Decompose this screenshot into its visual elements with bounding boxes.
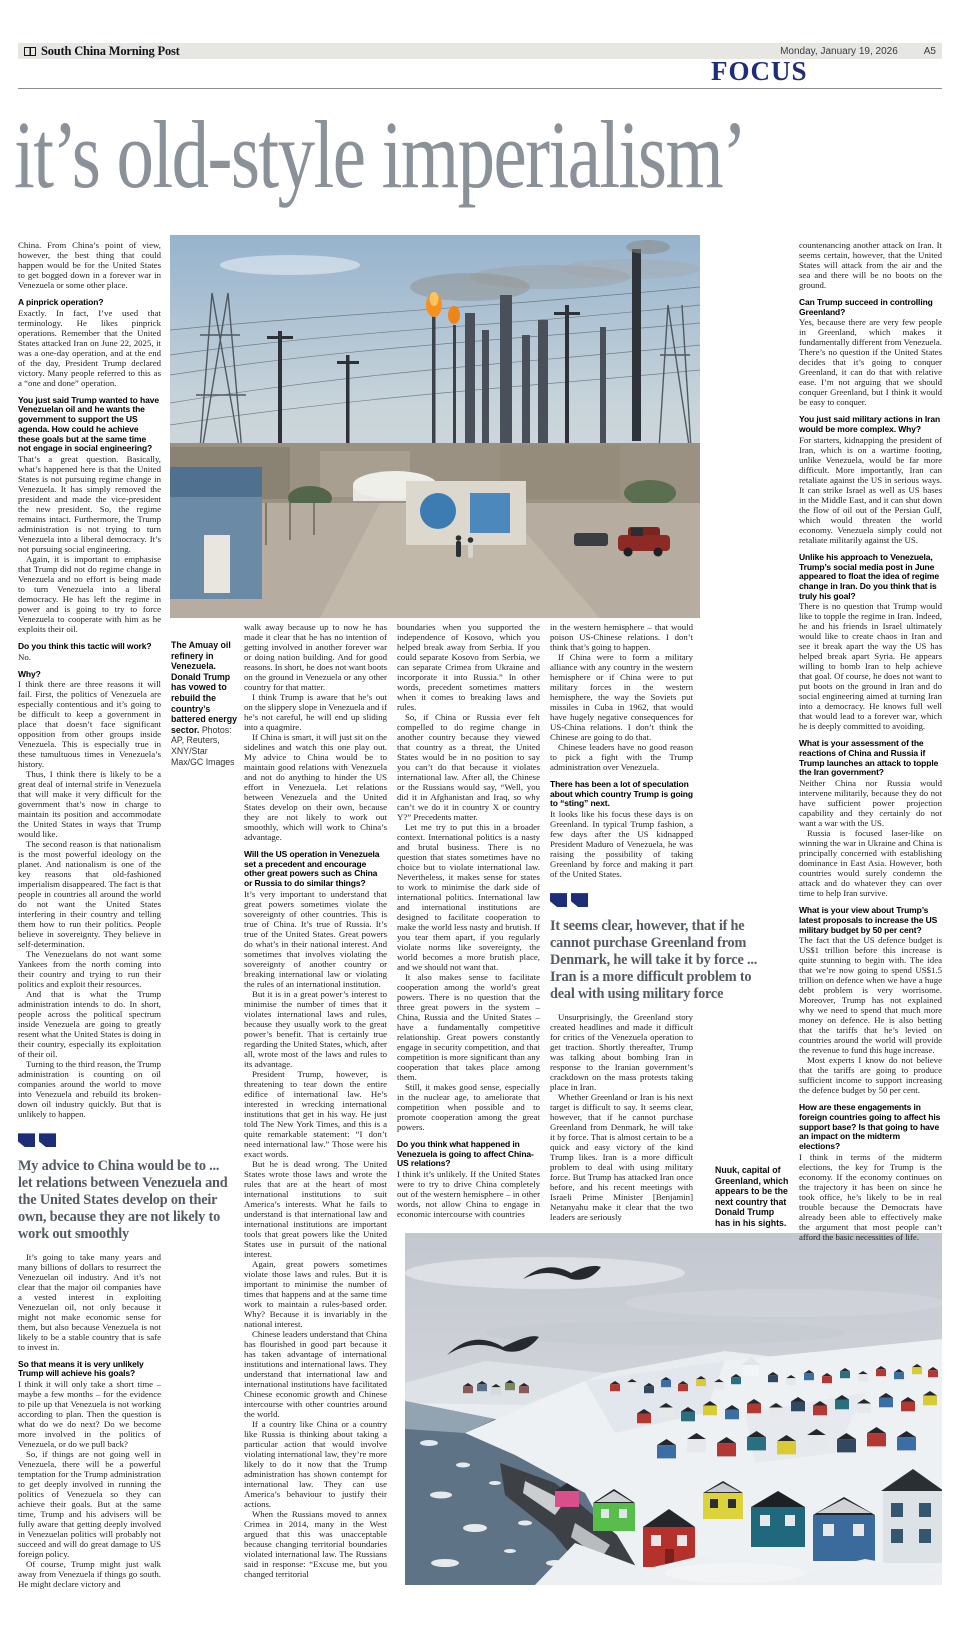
question-heading: Do you think this tactic will work? [18, 640, 152, 651]
paragraph: For starters, kidnapping the president of Iran, which is on a wartime footing, unlike Venezuela, would be far more difficult. More importantly, Iran can retaliate against the US in serious ways. It can strike Israel as well as US bases in the Middle East, and it can shut down the flow of oil out of the Persian Gulf, which would threaten the world economy. Venezuela simply could not retaliate militarily against the US. [799, 434, 942, 545]
pull-quote [18, 1133, 234, 1242]
pull-quote-text: It seems clear, however, that if he cannot purchase Greenland from Denmark, he will take it by force ... Iran is a more difficult problem to deal with using military force [550, 918, 758, 1002]
paragraph: But it is in a great power’s interest to minimise the number of times that it violates international laws and rules, because they usually work to the great power’s benefit. That is certainly true regarding the United States, which, after all, wrote most of the laws and rules to its advantage. [244, 988, 387, 1069]
paragraph: But he is dead wrong. The United States wrote those laws and wrote the rules that are at the heart of most international institutions to suit America’s interests. What he fails to understand is that international law and international institutions are important tools that great powers like the United States use in pursuit of the national interest. [244, 1158, 387, 1259]
paragraph: It’s going to take many years and many billions of dollars to resurrect the Venezuelan oil industry. And it’s not clear that the major oil companies have a vested interest in exploiting Venezuelan oil, not only because it might not make economic sense for them, but also because Venezuela is not likely to be a stable country that is safe to invest in. [18, 1251, 161, 1352]
paragraph: Chinese leaders understand that China has flourished in good part because it has taken advantage of international institutions and international laws. They understand that international law and international institutions have facilitated Chinese economic growth and Chinese intercourse with other countries around the world. [244, 1328, 387, 1419]
question-heading: What is your view about Trump’s latest proposals to increase the US military budget by 50 per cent? [799, 905, 938, 935]
pull-quote [550, 893, 778, 1002]
paper-name: South China Morning Post [41, 43, 180, 58]
paragraph: Chinese leaders have no good reason to pick a fight with the Trump administration over Venezuela. [550, 742, 693, 772]
quote-icon [18, 1133, 234, 1152]
question-heading: You just said military actions in Iran would be more complex. Why? [799, 414, 941, 435]
paragraph: There is no question that Trump would like to topple the regime in Iran. Indeed, he and his friends in Israel ultimately would like to create chaos in Iran and see it break apart the way the US has helped break apart Syria. He appears willing to bomb Iran to help achieve that goal. Of course, he does not want to put boots on the ground in Iran and do social engineering aimed at turning Iran into a democracy. He knows full well that would lead to a forever war, which he is deeply committed to avoiding. [799, 601, 942, 732]
question-heading: How are these engagements in foreign countries going to affect his support base? Is that going to have an impact on the midterm elections? [799, 1102, 941, 1152]
paragraph: No. [18, 651, 31, 662]
paragraph: Russia is focused laser-like on winning the war in Ukraine and China is principally concerned with establishing dominance in East Asia. However, both countries would surely condemn the attack and do whatever they can over time to help Iran survive. [799, 828, 942, 899]
paragraph: I think there are three reasons it will fail. First, the politics of Venezuela are especially contentious and it’s going to be difficult to keep a government in place that doesn’t face significant opposition from other groups inside Venezuela. This is especially true in these tumultuous times in Venezuela’s history. [18, 679, 161, 770]
refinery-caption [171, 640, 242, 767]
question-heading: Do you think what happened in Venezuela is going to affect China-US relations? [397, 1139, 534, 1169]
paragraph: I think it’s unlikely. If the United States were to try to drive China completely out of the western hemisphere – in other words, not allow China to engage in economic intercourse with countries [397, 1169, 540, 1220]
paragraph: It’s very important to understand that great powers sometimes violate the sovereignty of other countries. This is true of China. It’s true of Russia. It’s true of the United States. Great powers do what’s in their national interest. And sometimes that involves violating the sovereignty of another country or breaking international law or violating the rules of an international institution. [244, 888, 387, 989]
paragraph: The Venezuelans do not want some Yankees from the north coming into their country and trying to run their politics and exploit their resources. [18, 949, 161, 990]
paragraph: Exactly. In fact, I’ve used that terminology. He likes pinprick operations. Remember that the United States attacked Iran on June 22, 2025, it was a one-day operation, and at the end of the day, President Trump declared victory. Many people referred to this as a “one and done” operation. [18, 307, 161, 388]
paragraph: walk away because up to now he has made it clear that he has no intention of getting involved in another forever war or doing nation building. And for good reasons. In short, he does not want boots on the ground in Venezuela or any other country for that matter. [244, 622, 387, 692]
masthead [24, 44, 180, 59]
paragraph: in the western hemisphere – that would poison US-Chinese relations. I don’t think that’s going to happen. [550, 622, 693, 652]
paragraph: Thus, I think there is likely to be a great deal of internal strife in Venezuela that will make it very difficult for the government that’s now in charge to maintain its position and accommodate the United States in ways that Trump would like. [18, 769, 161, 840]
paragraph: If China were to form a military alliance with any country in the western hemisphere or if China were to put military forces in the western hemisphere, the way the Soviets put missiles in Cuba in 1962, that would have hugely negative consequences for US-China relations. I don’t think the Chinese are going to do that. [550, 652, 693, 742]
paragraph: I think Trump is aware that he’s out on the slippery slope in Venezuela and if he’s not careful, he will end up sliding into a quagmire. [244, 692, 387, 732]
question-heading: There has been a lot of speculation about which country Trump is going to “sting” next. [550, 779, 693, 809]
article-column-5 [799, 240, 942, 1242]
paragraph: Whether Greenland or Iran is his next target is difficult to say. It seems clear, however, that if he cannot purchase Greenland from Denmark, he will take it by force. That is almost certain to be a quick and easy victory of the kind Trump likes. Iran is a more difficult problem to deal with using military force. But Trump has attacked Iran once before, and his recent meetings with Israeli Prime Minister [Benjamin] Netanyahu make it clear that the two leaders are seriously [550, 1091, 693, 1222]
nuuk-caption [715, 1165, 789, 1229]
issue-date: Monday, January 19, 2026 [780, 45, 898, 57]
question-heading: Unlike his approach to Venezuela, Trump’s social media post in June appeared to float the idea of regime change in Iran. Do you think that is truly his goal? [799, 551, 939, 601]
paragraph: It also makes sense to facilitate cooperation among the world’s great powers. There is no question that the three great powers in the system – China, Russia and the United States – have a fundamentally competitive relationship. Great powers constantly engage in security competition, and that competition is more significant than any cooperation that takes place among them. [397, 972, 540, 1082]
article-column-2 [244, 622, 387, 1579]
paragraph: Unsurprisingly, the Greenland story created headlines and made it difficult for critics of the Venezuela operation to get traction. Shortly thereafter, Trump was talking about bombing Iran in response to the Iranian government’s crackdown on the mass protests taking place in Iran. [550, 1011, 693, 1092]
nuuk-caption-text: Nuuk, capital of Greenland, which appears to be the next country that Donald Trump has in his sights. [715, 1165, 789, 1228]
question-heading: Why? [18, 668, 41, 679]
header-divider [18, 88, 942, 89]
paragraph: It looks like his focus these days is on Greenland. In typical Trump fashion, a few days after the US kidnapped President Maduro of Venezuela, he was raising the possibility of taking Greenland by force and making it part of the United States. [550, 809, 693, 880]
refinery-photo-illustration [170, 235, 700, 618]
paragraph: countenancing another attack on Iran. It seems certain, however, that the United States will attack from the air and the sea and there will be no boots on the ground. [799, 240, 942, 290]
paragraph: Yes, because there are very few people in Greenland, which makes it fundamentally different from Venezuela. There’s no question if the United States decides that it’s going to conquer Greenland, it can do that with relative ease. I’m not arguing that we should conquer Greenland, but I think it would be easy to conquer. [799, 317, 942, 408]
quote-icon [550, 893, 778, 912]
paragraph: That’s a great question. Basically, what’s happened here is that the United States is not pursuing regime change in Venezuela. It has simply removed the president and made the vice-president the new president. So, the regime remains intact. Furthermore, the Trump administration is not trying to turn Venezuela into a liberal democracy. It’s not pursuing social engineering. [18, 453, 161, 554]
paragraph: Again, great powers sometimes violate those laws and rules. But it is important to minimise the number of times that happens and at the same time work to maintain a rules-based order. Why? Because it is invariably in the national interest. [244, 1258, 387, 1329]
question-heading: Will the US operation in Venezuela set a precedent and encourage other great powers such as China or Russia to do similar things? [244, 849, 380, 889]
nuuk-photo [405, 1233, 942, 1585]
question-heading: You just said Trump wanted to have Venezuelan oil and he wants the government to support the US agenda. How could he achieve these goals but at the same time not engage in social engineering? [18, 394, 159, 454]
paragraph: I think it will only take a short time – maybe a few months – for the evidence to pile up that Venezuela is not working according to plan. Then the question is what do we do next? Do we become more involved in the politics of Venezuela, or do we pull back? [18, 1379, 161, 1450]
refinery-photo [170, 235, 700, 618]
article-column-3 [397, 622, 540, 1219]
paragraph: So, if China or Russia ever felt compelled to do regime change in another country because they viewed that country as a threat, the United States would be in no position to say you can’t do that because it violates international law. After all, the Chinese or the Russians would say, “Well, you did it in Afghanistan and Iraq, so why can’t we do it in country X or country Y?” Precedents matter. [397, 712, 540, 822]
paragraph: Turning to the third reason, the Trump administration is counting on oil companies around the world to move into Venezuela and rebuild its broken-down oil industry quickly. But that is unlikely to happen. [18, 1059, 161, 1120]
refinery-caption-text: The Amuay oil refinery in Venezuela. Donald Trump has vowed to rebuild the country’s battered energy sector. [171, 640, 237, 735]
paragraph: Still, it makes good sense, especially in the nuclear age, to ameliorate that competition when possible and to promote cooperation among the great powers. [397, 1082, 540, 1132]
paragraph: Of course, Trump might just walk away from Venezuela if things go south. He might declare victory and [18, 1559, 161, 1590]
question-heading: What is your assessment of the reactions of China and Russia if Trump launches an attack to topple the Iran government? [799, 738, 939, 778]
paragraph: China. From China’s point of view, however, the best thing that could happen would be for the United States to get bogged down in a forever war in Venezuela or some other place. [18, 240, 161, 290]
paragraph: I think in terms of the midterm elections, the key for Trump is the economy. If the economy continues on the trajectory it has been on since he took office, he’s likely to be in real trouble because the Democrats have already been able to effectively make the argument that most people can’t afford the basic necessities of life. [799, 1151, 942, 1242]
paragraph: boundaries when you supported the independence of Kosovo, which you helped break away from Serbia. If you could separate Kosovo from Serbia, we can separate Crimea from Ukraine and incorporate it into Russia.” In other words, precedent sometimes matters when it comes to breaking laws and rules. [397, 622, 540, 712]
headline: it’s old-style imperialism’ [14, 101, 746, 208]
paragraph: When the Russians moved to annex Crimea in 2014, many in the West argued that this was unacceptable because changing territorial boundaries violated international law. The Russians said in response: “Excuse me, but you changed territorial [244, 1508, 387, 1579]
dateline [780, 46, 936, 57]
paragraph: President Trump, however, is threatening to tear down the entire edifice of international law. He’s interested in wrecking international institutions that get in his way. He just told The New York Times, and this is a quite remarkable statement: “I don’t need international law.” Those were his exact words. [244, 1068, 387, 1159]
paragraph: If a country like China or a country like Russia is thinking about taking a particular action that would involve violating international law, they’re more likely to do it now that the Trump administration has shown contempt for international law. They can use America’s behaviour to justify their actions. [244, 1418, 387, 1509]
pull-quote-text: My advice to China would be to ... let relations between Venezuela and the United States develop on their own, because they are not likely to work out smoothly [18, 1158, 228, 1242]
paragraph: Again, it is important to emphasise that Trump did not do regime change in Venezuela and no effort is being made to turn Venezuela into a liberal democracy. He has left the regime in power and is going to try to force Venezuela to cooperate with him as he exploits their oil. [18, 553, 161, 634]
paragraph: The fact that the US defence budget is US$1 trillion before this increase is quite stunning to begin with. The idea that we’re now going to spend US$1.5 trillion on defence when we have a huge debt problem is very worrisome. Moreover, Trump has not explained why we need to spend that much more money on defence. He is also betting that the tariffs that he’s levied on countries around the world will provide the revenue to fund this huge increase. [799, 935, 942, 1056]
paragraph: Let me try to put this in a broader context. International politics is a nasty and brutal business. There is no question that states sometimes have no choice but to violate international law. Nevertheless, it makes sense for states to work to minimise the dark side of international politics. International law and international institutions are designed to facilitate cooperation to make the world less nasty and brutish. If you tear them apart, if you regularly violate norms like sovereignty, the world becomes a more brutish place, and we should not want that. [397, 822, 540, 972]
paragraph: If China is smart, it will just sit on the sidelines and watch this one play out. My advice to China would be to maintain good relations with Venezuela and not do anything to hinder the US effort in Venezuela. Let relations between Venezuela and the United States develop on their own, because they are not likely to work out smoothly, which will work to China’s advantage. [244, 732, 387, 842]
question-heading: A pinprick operation? [18, 297, 104, 307]
question-heading: So that means it is very unlikely Trump will achieve his goals? [18, 1358, 144, 1379]
section-label: FOCUS [711, 56, 808, 86]
nuuk-photo-illustration [405, 1233, 942, 1585]
paragraph: Neither China nor Russia would intervene militarily, because they do not have sufficient power projection capability and they certainly do not want a war with the US. [799, 778, 942, 829]
newspaper-icon [24, 47, 36, 56]
paragraph: The second reason is that nationalism is the most powerful ideology on the planet. And nationalism is one of the key reasons that old-fashioned imperialism disappeared. The fact is that people in countries all around the world do not want the United States interfering in their country and telling them how to run their politics. People believe in sovereignty. They believe in self-determination. [18, 839, 161, 950]
paragraph: Most experts I know do not believe that the tariffs are going to produce sufficient income to support increasing the defence budget by 50 per cent. [799, 1055, 942, 1096]
question-heading: Can Trump succeed in controlling Greenland? [799, 297, 933, 317]
paragraph: And that is what the Trump administration intends to do. In short, people across the political spectrum inside Venezuela are going to greatly resent what the United States is doing in their country, especially its exploitation of their oil. [18, 989, 161, 1060]
page-number: A5 [923, 45, 936, 57]
refinery-caption-credit: Photos: AP, Reuters, XNY/Star Max/GC Images [171, 724, 235, 767]
paragraph: So, if things are not going well in Venezuela, there will be a powerful temptation for the Trump administration to get deeply involved in running the politics of Venezuela so they can achieve their goals. But at the same time, Trump and his advisers will be fully aware that getting deeply involved in Venezuelan politics will probably not succeed and will do great damage to US foreign policy. [18, 1449, 161, 1560]
